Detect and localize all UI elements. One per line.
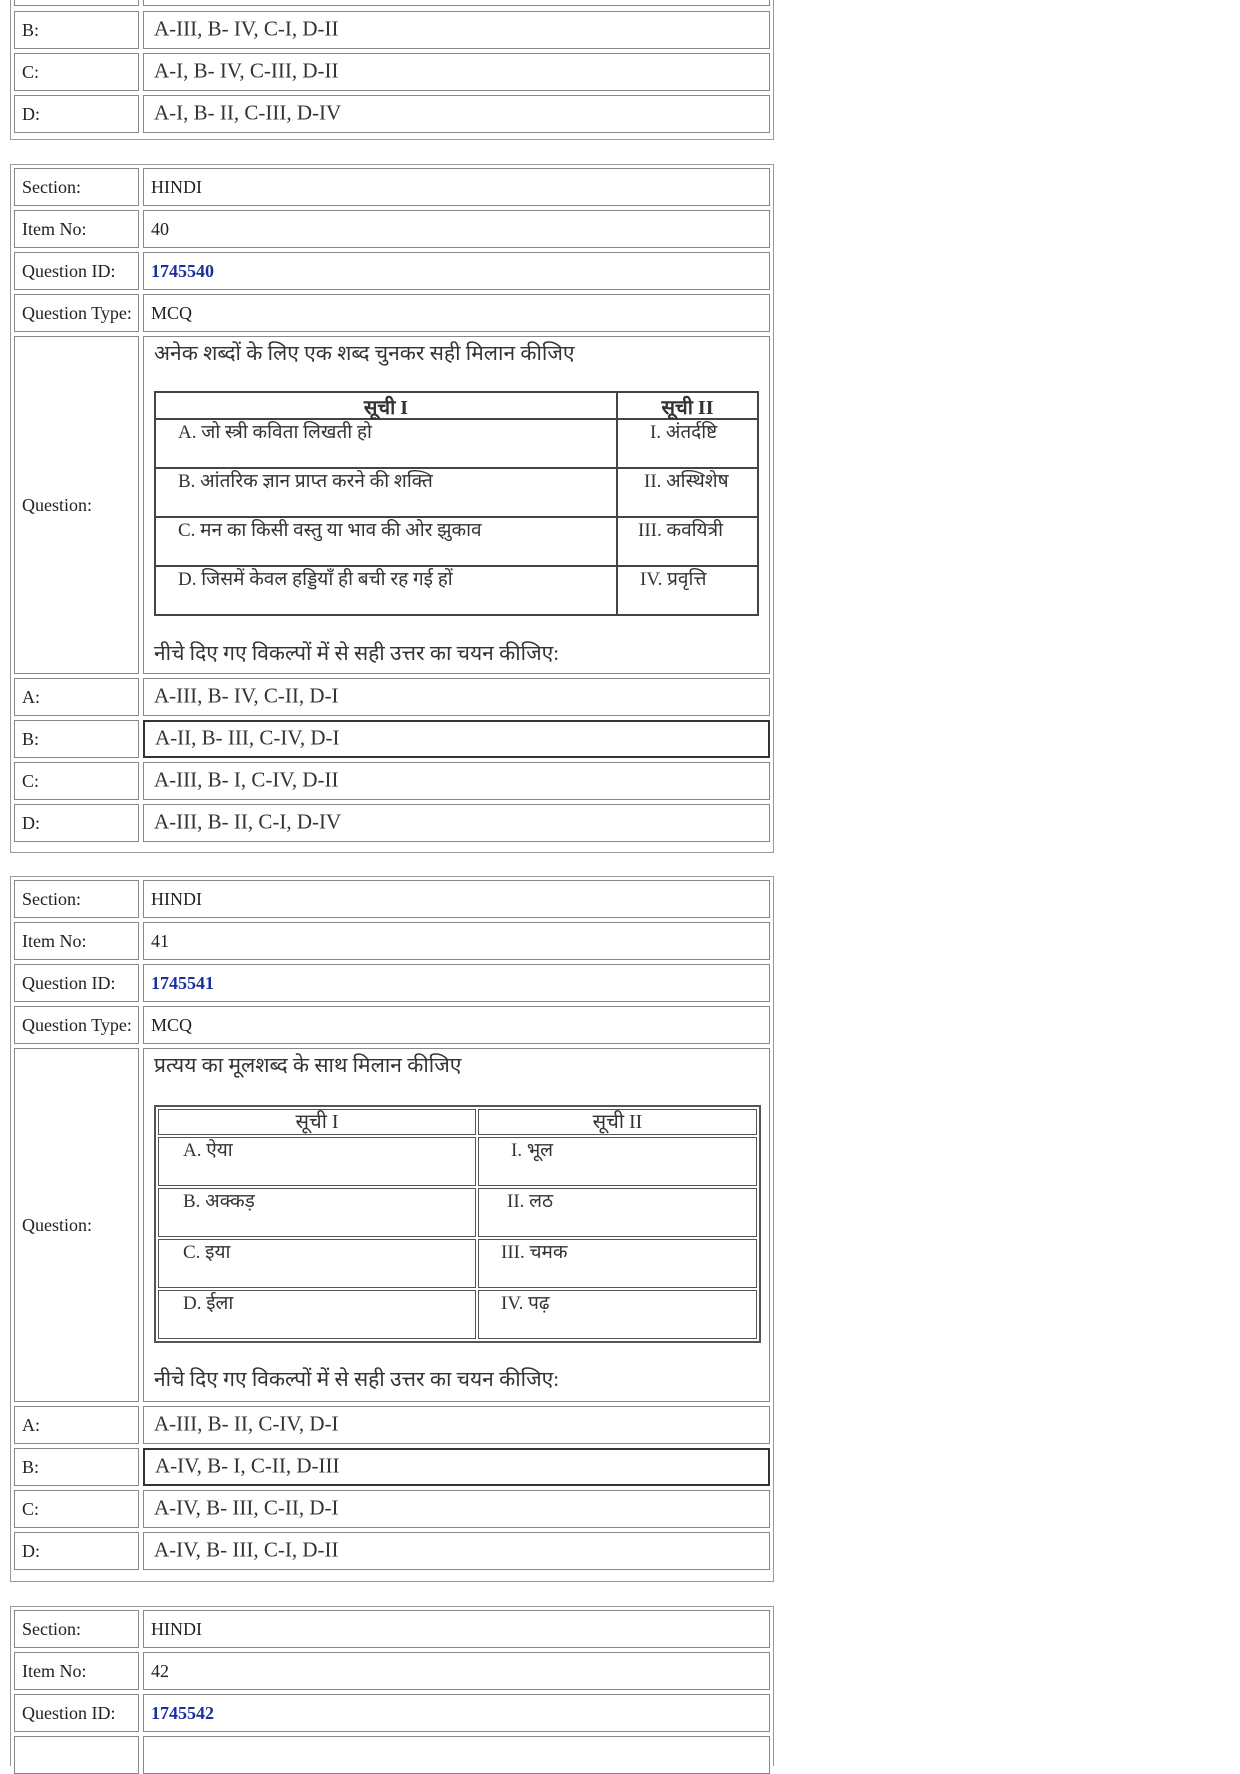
option-label: A: [22, 687, 40, 707]
option-label: D: [22, 104, 40, 124]
option-label: D: [22, 1541, 40, 1561]
partial-row [14, 0, 770, 6]
option-text: A-III, B- I, C-IV, D-II [154, 767, 339, 792]
question-body [143, 336, 770, 674]
option-row-b [14, 720, 770, 758]
list1-item: B. अक्कड़ [158, 1188, 476, 1237]
question-label: Question: [22, 495, 92, 515]
column-header: सूची II [617, 392, 758, 419]
list2-item: IV. पढ़ [478, 1290, 757, 1339]
option-text: A-I, B- IV, C-III, D-II [154, 58, 339, 83]
question-type-label: Question Type: [22, 303, 132, 323]
option-row-c [14, 762, 770, 800]
question-type-label: Question Type: [22, 1015, 132, 1035]
question-row [14, 1048, 770, 1402]
option-label: A: [22, 1415, 40, 1435]
option-row-d [14, 804, 770, 842]
column-header: सूची II [478, 1109, 757, 1135]
match-table [154, 1105, 761, 1343]
list2-item: III. कवयित्री [617, 517, 758, 566]
question-instruction: नीचे दिए गए विकल्पों में से सही उत्तर का चयन कीजिए: [154, 1367, 560, 1391]
item-no-value: 42 [151, 1661, 169, 1681]
option-text: A-I, B- II, C-III, D-IV [154, 100, 342, 125]
item-no-value: 41 [151, 931, 169, 951]
option-label: C: [22, 1499, 40, 1519]
column-header: सूची I [158, 1109, 476, 1135]
list1-item: D. ईला [158, 1290, 476, 1339]
section-label: Section: [22, 889, 81, 909]
item-no-row [14, 922, 770, 960]
option-text: A-IV, B- III, C-I, D-II [154, 1537, 339, 1562]
column-header: सूची I [155, 392, 617, 419]
section-row [14, 168, 770, 206]
match-row [155, 419, 758, 468]
question-label: Question: [22, 1215, 92, 1235]
match-row [158, 1137, 757, 1186]
list2-item: II. लठ [478, 1188, 757, 1237]
question-instruction: नीचे दिए गए विकल्पों में से सही उत्तर का चयन कीजिए: [154, 641, 560, 665]
match-row [158, 1239, 757, 1288]
option-row-c [14, 1490, 770, 1528]
match-table-header [155, 392, 758, 419]
list2-item: I. भूल [478, 1137, 757, 1186]
question-id-value: 1745541 [151, 973, 214, 993]
option-label: C: [22, 771, 40, 791]
question-row [14, 336, 770, 674]
list2-item: II. अस्थिशेष [617, 468, 758, 517]
question-prompt: अनेक शब्दों के लिए एक शब्द चुनकर सही मिलान कीजिए [154, 341, 575, 365]
question-id-value: 1745540 [151, 261, 214, 281]
section-value: HINDI [151, 1619, 202, 1639]
question-type-row [14, 294, 770, 332]
section-label: Section: [22, 1619, 81, 1639]
option-label: B: [22, 1457, 40, 1477]
option-text: A-IV, B- III, C-II, D-I [154, 1495, 339, 1520]
list2-item: I. अंतर्दष्टि [617, 419, 758, 468]
question-type-row [14, 1006, 770, 1044]
question-type-value: MCQ [151, 303, 193, 323]
match-table-header [158, 1109, 757, 1135]
section-row [14, 880, 770, 918]
list1-item: C. मन का किसी वस्तु या भाव की ओर झुकाव [155, 517, 617, 566]
option-text: A-III, B- II, C-I, D-IV [154, 809, 342, 834]
question-prompt: प्रत्यय का मूलशब्द के साथ मिलान कीजिए [154, 1053, 462, 1077]
option-label: C: [22, 62, 40, 82]
option-row-c [14, 53, 770, 91]
option-label: B: [22, 20, 40, 40]
list1-item: D. जिसमें केवल हड्डियाँ ही बची रह गई हों [155, 566, 617, 615]
item-no-label: Item No: [22, 1661, 87, 1681]
item-no-label: Item No: [22, 219, 87, 239]
question-block-40 [10, 164, 774, 853]
question-block-41 [10, 876, 774, 1582]
question-block-prev [10, 0, 774, 140]
option-row-a [14, 678, 770, 716]
option-text: A-IV, B- I, C-II, D-III [155, 1453, 340, 1478]
question-type-value: MCQ [151, 1015, 193, 1035]
option-row-d [14, 1532, 770, 1570]
match-row [155, 468, 758, 517]
list1-item: B. आंतरिक ज्ञान प्राप्त करने की शक्ति [155, 468, 617, 517]
list2-item: IV. प्रवृत्ति [617, 566, 758, 615]
option-text: A-III, B- II, C-IV, D-I [154, 1411, 339, 1436]
option-row-a [14, 1406, 770, 1444]
match-row [158, 1188, 757, 1237]
option-label: B: [22, 729, 40, 749]
section-value: HINDI [151, 177, 202, 197]
question-block-42 [10, 1606, 774, 1766]
option-text: A-III, B- IV, C-I, D-II [154, 16, 339, 41]
question-id-label: Question ID: [22, 261, 116, 281]
section-value: HINDI [151, 889, 202, 909]
question-id-row [14, 252, 770, 290]
question-id-row [14, 964, 770, 1002]
option-row-b [14, 11, 770, 49]
item-no-row [14, 210, 770, 248]
item-no-value: 40 [151, 219, 169, 239]
list1-item: C. इया [158, 1239, 476, 1288]
match-row [158, 1290, 757, 1339]
item-no-label: Item No: [22, 931, 87, 951]
match-row [155, 517, 758, 566]
partial-row [14, 1736, 770, 1774]
question-id-label: Question ID: [22, 1703, 116, 1723]
section-row [14, 1610, 770, 1648]
option-text: A-II, B- III, C-IV, D-I [155, 725, 340, 750]
question-id-row [14, 1694, 770, 1732]
match-table [154, 391, 759, 616]
list1-item: A. ऐया [158, 1137, 476, 1186]
question-id-label: Question ID: [22, 973, 116, 993]
match-row [155, 566, 758, 615]
list2-item: III. चमक [478, 1239, 757, 1288]
list1-item: A. जो स्त्री कविता लिखती हो [155, 419, 617, 468]
option-label: D: [22, 813, 40, 833]
option-text: A-III, B- IV, C-II, D-I [154, 683, 339, 708]
question-id-value: 1745542 [151, 1703, 214, 1723]
question-body [143, 1048, 770, 1402]
option-row-d [14, 95, 770, 133]
option-row-b [14, 1448, 770, 1486]
item-no-row [14, 1652, 770, 1690]
section-label: Section: [22, 177, 81, 197]
